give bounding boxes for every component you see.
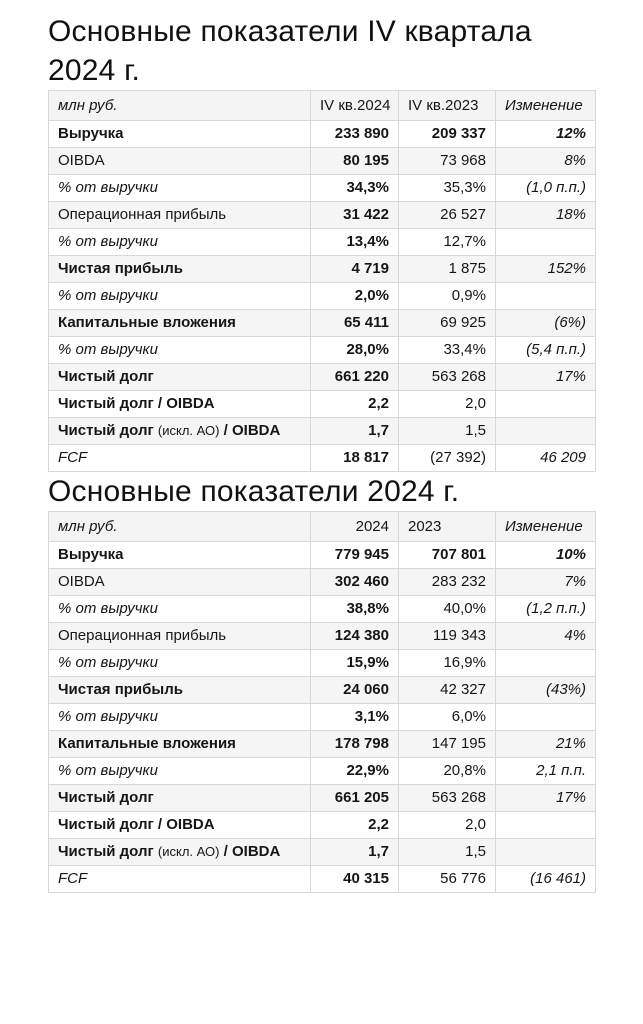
value-2024-cell: 24 060 (311, 677, 399, 704)
value-2023-cell: 147 195 (399, 731, 496, 758)
col-change-header-cell: Изменение (496, 91, 596, 121)
change-cell: (16 461) (496, 866, 596, 893)
metric-label-part: / OIBDA (223, 843, 281, 860)
value-2023-cell: 707 801 (399, 542, 496, 569)
change-cell (496, 391, 596, 418)
value-2023-cell: 26 527 (399, 202, 496, 229)
q4-section-title: Основные показатели IV квартала 2024 г. (48, 15, 532, 87)
value-2024-cell: 28,0% (311, 337, 399, 364)
change-cell: 17% (496, 364, 596, 391)
table-row (49, 202, 596, 229)
change-cell (496, 418, 596, 445)
table-row (49, 623, 596, 650)
change-cell: (6%) (496, 310, 596, 337)
metric-label-cell: OIBDA (49, 569, 311, 596)
metric-label-cell: % от выручки (49, 596, 311, 623)
value-2024-cell: 124 380 (311, 623, 399, 650)
metric-label-cell: % от выручки (49, 758, 311, 785)
metric-label-cell: Чистая прибыль (49, 677, 311, 704)
table-row (49, 391, 596, 418)
value-2023-cell: 1,5 (399, 418, 496, 445)
table-row (49, 121, 596, 148)
table-row (49, 650, 596, 677)
table-row (49, 569, 596, 596)
change-cell: (43%) (496, 677, 596, 704)
unit-header-cell: млн руб. (49, 512, 311, 542)
value-2023-cell: 2,0 (399, 391, 496, 418)
table-row (49, 677, 596, 704)
metric-label-cell: FCF (49, 445, 311, 472)
metric-label-cell: % от выручки (49, 283, 311, 310)
value-2023-cell: 56 776 (399, 866, 496, 893)
col-2024-header-cell: 2024 (311, 512, 399, 542)
change-cell: 8% (496, 148, 596, 175)
value-2023-cell: 283 232 (399, 569, 496, 596)
metric-label-cell: Выручка (49, 121, 311, 148)
table-row (49, 731, 596, 758)
value-2024-cell: 178 798 (311, 731, 399, 758)
change-cell: (1,0 п.п.) (496, 175, 596, 202)
metric-label-note: (искл. АО) (157, 423, 220, 438)
change-cell: (1,2 п.п.) (496, 596, 596, 623)
col-change-header-cell: Изменение (496, 512, 596, 542)
value-2023-cell: 35,3% (399, 175, 496, 202)
table-row (49, 839, 596, 866)
value-2024-cell: 38,8% (311, 596, 399, 623)
table-row (49, 310, 596, 337)
change-cell: 10% (496, 542, 596, 569)
metric-label-cell: Капитальные вложения (49, 310, 311, 337)
value-2023-cell: 6,0% (399, 704, 496, 731)
change-cell: 7% (496, 569, 596, 596)
change-cell (496, 229, 596, 256)
value-2024-cell: 661 220 (311, 364, 399, 391)
metric-label-cell: Чистый долг (49, 785, 311, 812)
value-2024-cell: 80 195 (311, 148, 399, 175)
change-cell: 21% (496, 731, 596, 758)
value-2024-cell: 2,2 (311, 391, 399, 418)
metric-label-cell: % от выручки (49, 704, 311, 731)
metric-label-cell: OIBDA (49, 148, 311, 175)
metric-label-cell: Чистый долг (49, 364, 311, 391)
q4-financials-table (48, 90, 596, 472)
metric-label-part: Чистый долг (58, 843, 154, 860)
value-2024-cell: 40 315 (311, 866, 399, 893)
value-2023-cell: 16,9% (399, 650, 496, 677)
value-2023-cell: (27 392) (399, 445, 496, 472)
metric-label-cell: % от выручки (49, 337, 311, 364)
value-2023-cell: 1,5 (399, 839, 496, 866)
table-row (49, 418, 596, 445)
metric-label-cell: Чистый долг / OIBDA (49, 391, 311, 418)
change-cell: 152% (496, 256, 596, 283)
change-cell: (5,4 п.п.) (496, 337, 596, 364)
table-header-row (49, 91, 596, 121)
change-cell (496, 839, 596, 866)
metric-label-cell: Операционная прибыль (49, 623, 311, 650)
col-2024-header-cell: IV кв.2024 (311, 91, 399, 121)
change-cell: 2,1 п.п. (496, 758, 596, 785)
table-row (49, 866, 596, 893)
fy-section-title: Основные показатели 2024 г. (48, 475, 460, 508)
metric-label-cell (49, 839, 311, 866)
metric-label-cell: Операционная прибыль (49, 202, 311, 229)
change-cell: 12% (496, 121, 596, 148)
table-row (49, 704, 596, 731)
value-2024-cell: 302 460 (311, 569, 399, 596)
value-2023-cell: 209 337 (399, 121, 496, 148)
value-2024-cell: 2,2 (311, 812, 399, 839)
metric-label-cell (49, 418, 311, 445)
col-2023-header-cell: IV кв.2023 (399, 91, 496, 121)
value-2023-cell: 563 268 (399, 785, 496, 812)
value-2024-cell: 4 719 (311, 256, 399, 283)
change-cell (496, 283, 596, 310)
metric-label-cell: Чистый долг / OIBDA (49, 812, 311, 839)
value-2024-cell: 22,9% (311, 758, 399, 785)
value-2023-cell: 12,7% (399, 229, 496, 256)
value-2024-cell: 3,1% (311, 704, 399, 731)
table-row (49, 785, 596, 812)
table-row (49, 758, 596, 785)
metric-label-cell: Выручка (49, 542, 311, 569)
value-2024-cell: 233 890 (311, 121, 399, 148)
change-cell: 17% (496, 785, 596, 812)
value-2024-cell: 13,4% (311, 229, 399, 256)
table-row (49, 256, 596, 283)
metric-label-cell: Чистая прибыль (49, 256, 311, 283)
fy-table-head (49, 512, 596, 542)
value-2023-cell: 0,9% (399, 283, 496, 310)
metric-label-part: Чистый долг (58, 422, 154, 439)
metric-label-cell: % от выручки (49, 175, 311, 202)
value-2024-cell: 31 422 (311, 202, 399, 229)
metric-label-cell: % от выручки (49, 650, 311, 677)
change-cell (496, 650, 596, 677)
value-2024-cell: 15,9% (311, 650, 399, 677)
table-row (49, 175, 596, 202)
change-cell: 18% (496, 202, 596, 229)
value-2023-cell: 20,8% (399, 758, 496, 785)
change-cell (496, 812, 596, 839)
q4-table-head (49, 91, 596, 121)
fy-financials-table (48, 511, 596, 893)
table-header-row (49, 512, 596, 542)
value-2024-cell: 34,3% (311, 175, 399, 202)
value-2024-cell: 18 817 (311, 445, 399, 472)
table-row (49, 229, 596, 256)
table-row (49, 364, 596, 391)
value-2023-cell: 73 968 (399, 148, 496, 175)
change-cell: 4% (496, 623, 596, 650)
value-2024-cell: 2,0% (311, 283, 399, 310)
metric-label-part: / OIBDA (223, 422, 281, 439)
value-2023-cell: 33,4% (399, 337, 496, 364)
value-2023-cell: 42 327 (399, 677, 496, 704)
table-row (49, 812, 596, 839)
change-cell (496, 704, 596, 731)
table-row (49, 337, 596, 364)
value-2023-cell: 2,0 (399, 812, 496, 839)
metric-label-cell: Капитальные вложения (49, 731, 311, 758)
table-row (49, 283, 596, 310)
table-row (49, 445, 596, 472)
value-2023-cell: 69 925 (399, 310, 496, 337)
fy-table-body (49, 542, 596, 893)
change-cell: 46 209 (496, 445, 596, 472)
value-2024-cell: 65 411 (311, 310, 399, 337)
metric-label-cell: FCF (49, 866, 311, 893)
value-2023-cell: 119 343 (399, 623, 496, 650)
value-2024-cell: 661 205 (311, 785, 399, 812)
col-2023-header-cell: 2023 (399, 512, 496, 542)
value-2023-cell: 563 268 (399, 364, 496, 391)
table-row (49, 596, 596, 623)
q4-table-body (49, 121, 596, 472)
metric-label-note: (искл. АО) (157, 844, 220, 859)
value-2024-cell: 1,7 (311, 839, 399, 866)
value-2024-cell: 779 945 (311, 542, 399, 569)
table-row (49, 148, 596, 175)
value-2023-cell: 1 875 (399, 256, 496, 283)
unit-header-cell: млн руб. (49, 91, 311, 121)
table-row (49, 542, 596, 569)
value-2023-cell: 40,0% (399, 596, 496, 623)
value-2024-cell: 1,7 (311, 418, 399, 445)
metric-label-cell: % от выручки (49, 229, 311, 256)
